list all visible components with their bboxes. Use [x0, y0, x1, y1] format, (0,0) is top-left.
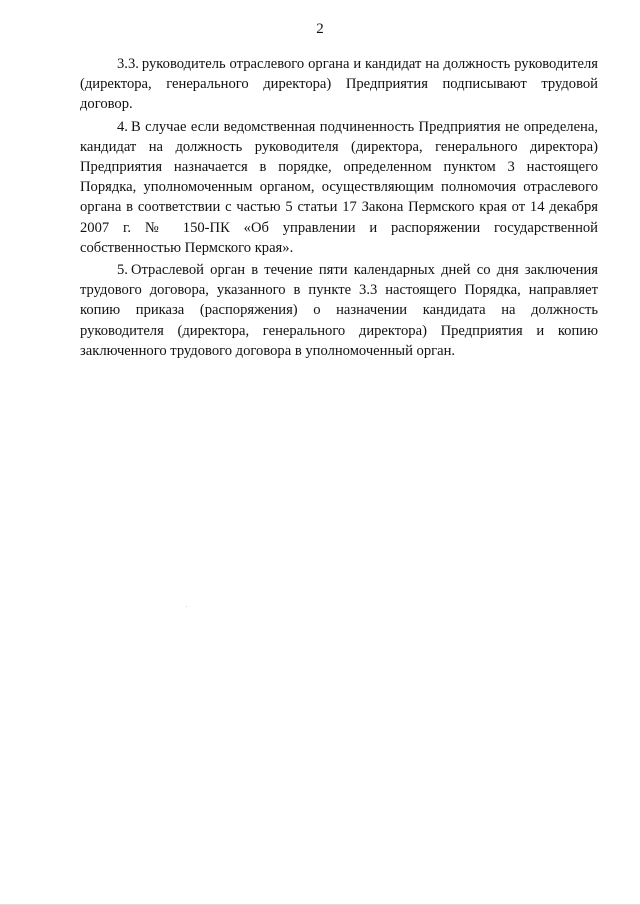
scan-speck: [186, 606, 187, 607]
paragraph-text: руководитель отраслевого органа и кандидат на должность руководителя (директора, генерального директора) Предприятия подписывают трудовой договор.: [80, 56, 598, 113]
paragraph-5: [80, 260, 598, 361]
paragraph-3-3: [80, 54, 598, 115]
paragraph-text: Отраслевой орган в течение пяти календарных дней со дня заключения трудового договора, указанного в пункте 3.3 настоящего Порядка, направляет копию приказа (распоряжения) о назначении кандидата на должность руководителя (директора, генерального директора) Предприятия и копию заключенного трудового договора в уполномоченный орган.: [80, 262, 598, 359]
paragraph-number: 4.: [117, 118, 128, 135]
page-number: 2: [316, 21, 324, 37]
document-body: [80, 54, 598, 363]
paragraph-number: 3.3.: [117, 56, 139, 72]
paragraph-text: В случае если ведомственная подчиненность Предприятия не определена, кандидат на должность руководителя (директора, генерального директора) Предприятия назначается в порядке, определенном пунктом 3 настоящего Порядка, уполномоченным органом, осуществляющим полномочия отраслевого органа в соответствии с частью 5 статьи 17 Закона Пермского края от 14 декабря 2007 г. № 150-ПК «Об управлении и распоряжении государственной собственностью Пермского края».: [80, 118, 598, 256]
paragraph-4: [80, 117, 598, 258]
paragraph-number: 5.: [117, 262, 128, 279]
